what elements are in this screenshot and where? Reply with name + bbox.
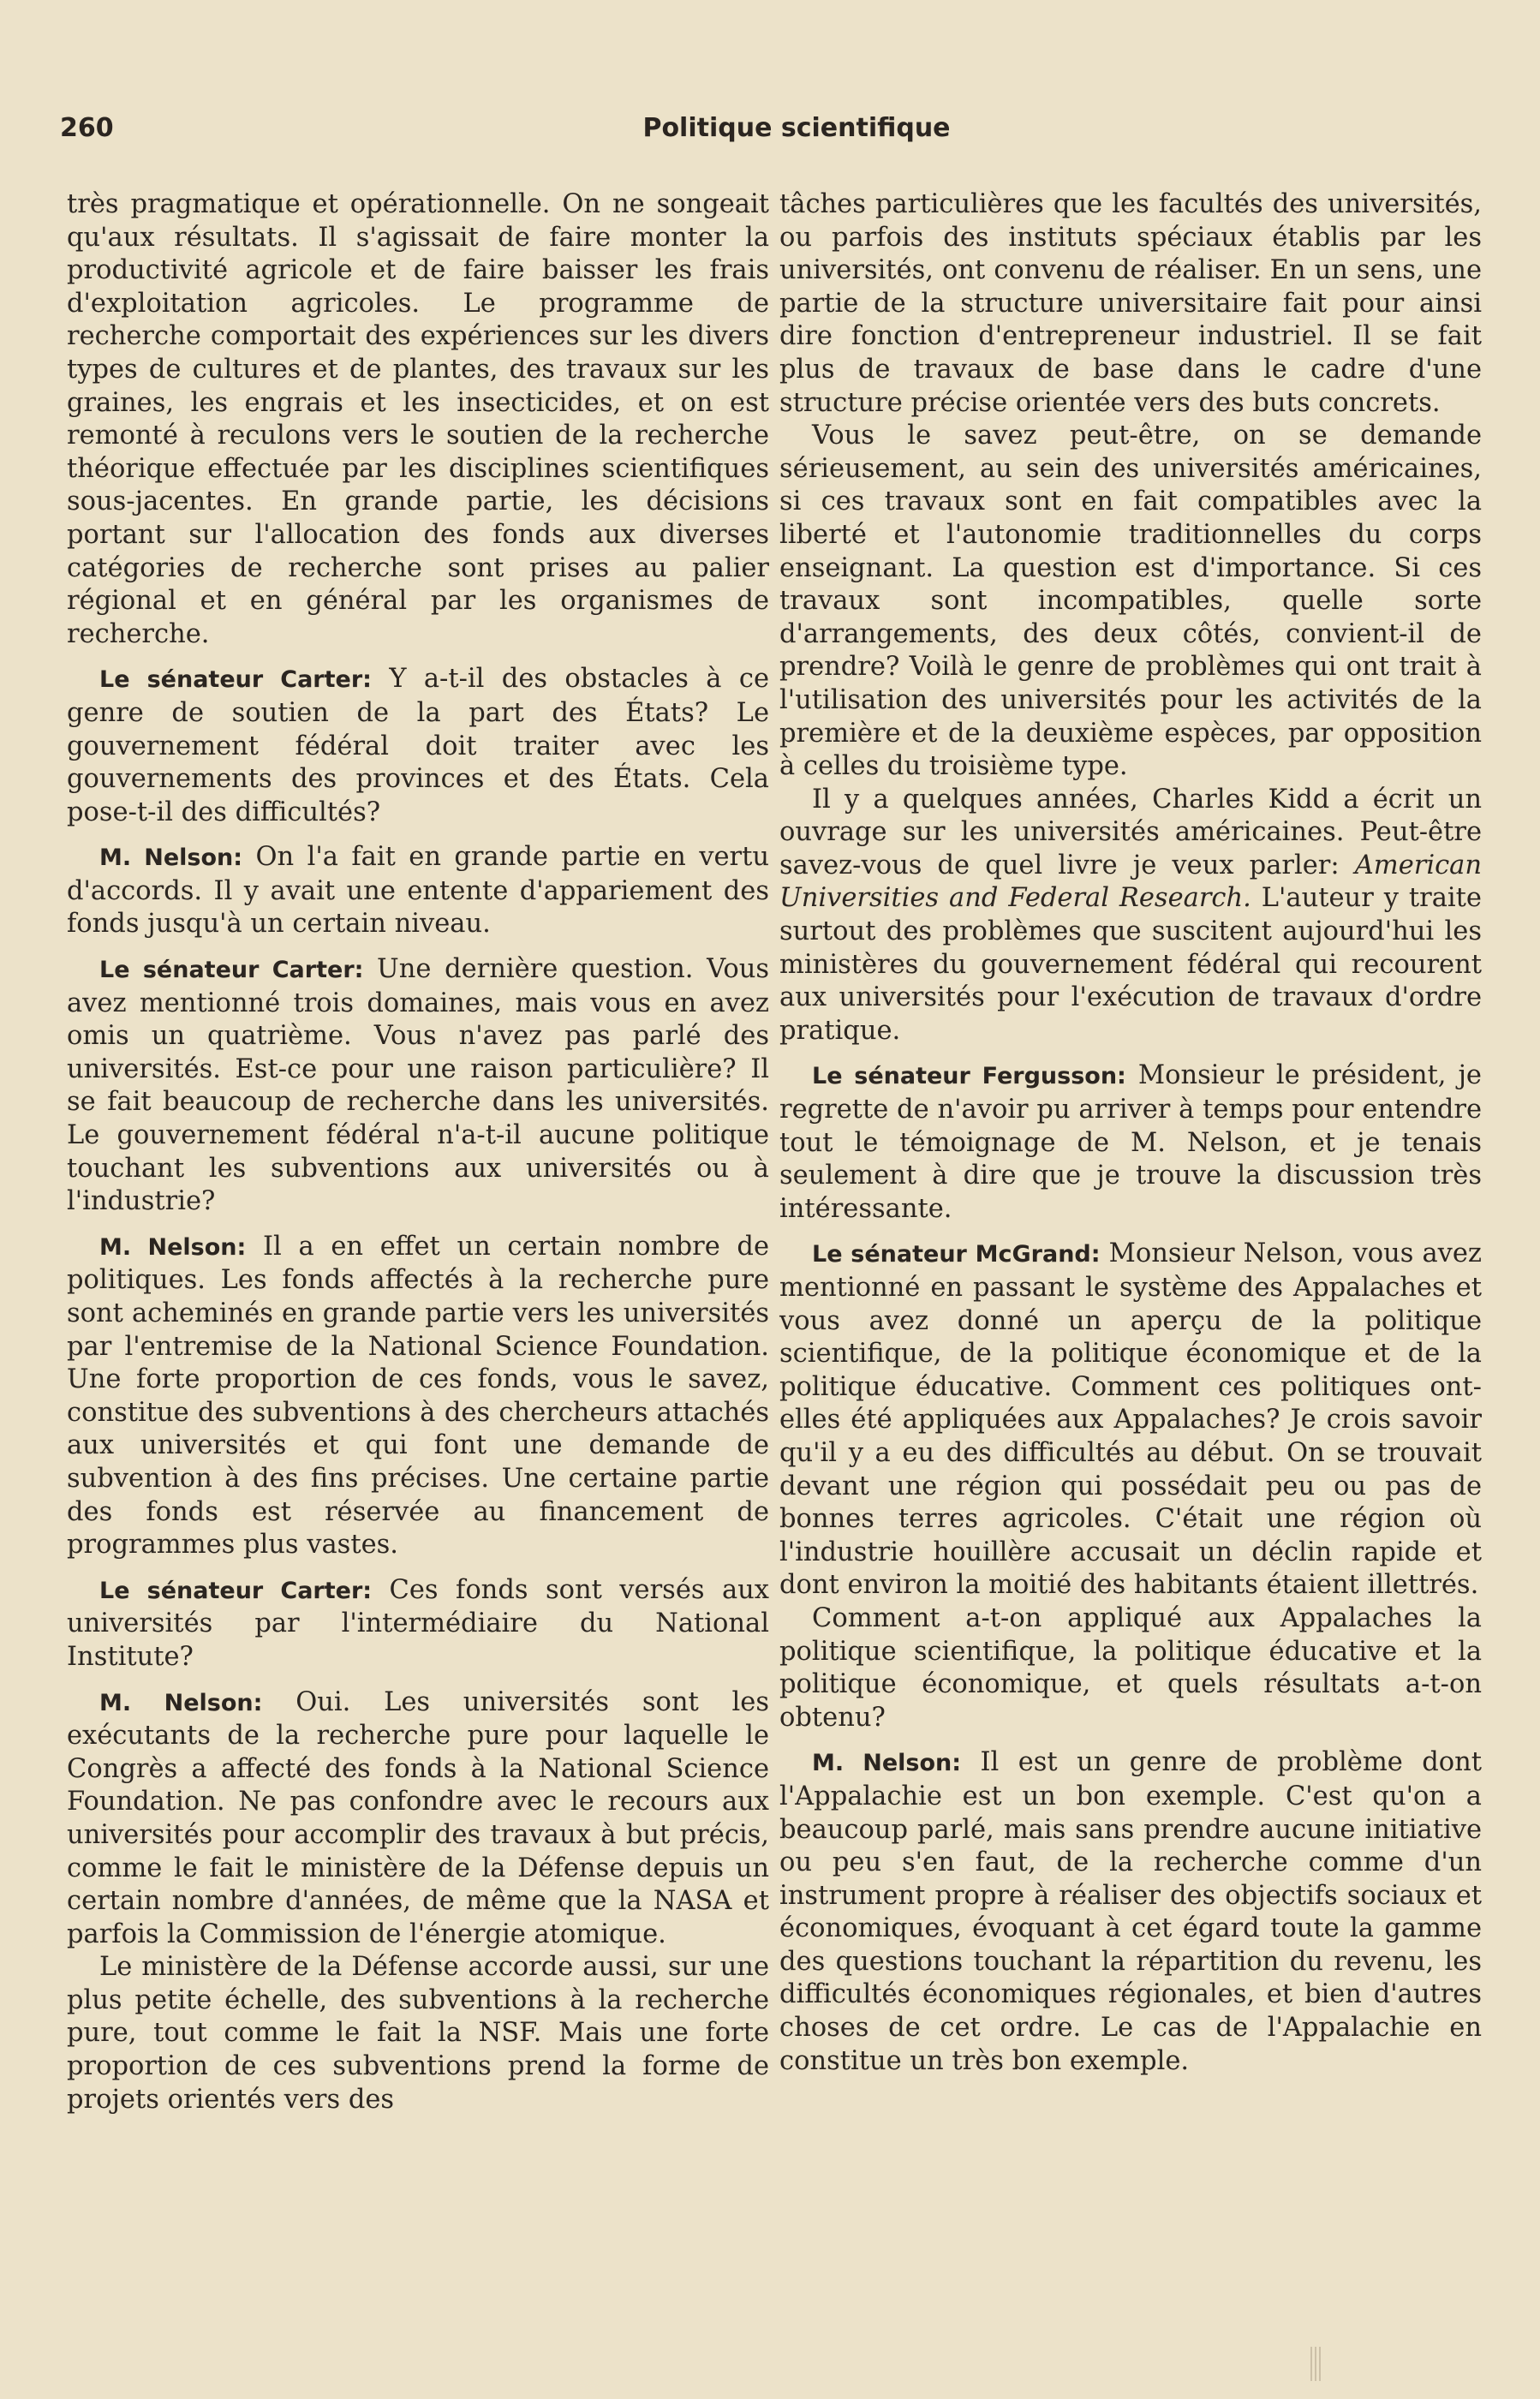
speech-paragraph [67, 1686, 769, 1952]
paragraph: Comment a-t-on appliqué aux Appalaches la politique scientifique, la politique éducative et la politique économique, et quels résultats a-t-on obtenu? [779, 1602, 1482, 1733]
speech-text: Il a en effet un certain nombre de politiques. Les fonds affectés à la recherche pure sont acheminés en grande partie vers les universités par l'entremise de la National Science Foundation. Une forte proportion de ces fonds, vous le savez, constitue des subventions à des chercheurs attachés aux universités et qui font une demande de subvention à des fins précises. Une certaine partie des fonds est réservée au financement de programmes plus vastes. [67, 1231, 770, 1561]
paragraph-text: Il y a quelques années, Charles Kidd a écrit un ouvrage sur les universités américaines. Peut-être savez-vous de quel livre je veux parler: [779, 784, 1482, 880]
paragraph: Le ministère de la Défense accorde aussi, sur une plus petite échelle, des subventions à la recherche pure, tout comme le fait la NSF. Mais une forte proportion de ces subventions prend la forme de projets orientés vers des [67, 1952, 769, 2115]
speaker-label: M. Nelson: [99, 844, 243, 872]
page-header [60, 113, 1533, 156]
page-number: 260 [60, 113, 114, 143]
speech-paragraph [67, 953, 769, 1219]
book-title: American Universities and Federal Research. [779, 850, 1482, 914]
speaker-label: Le sénateur Carter: [99, 1577, 373, 1604]
speaker-label: Le sénateur Carter: [99, 957, 364, 984]
speech-paragraph [67, 1231, 769, 1562]
speech-text: Il est un genre de problème dont l'Appalachie est un bon exemple. C'est qu'on a beaucoup parlé, mais sans prendre aucune initiative ou peu s'en faut, de la recherche comme d'un instrument propre à réaliser des objectifs sociaux et économiques, évoquant à cet égard toute la gamme des questions touchant la répartition du revenu, les difficultés économiques régionales, et bien d'autres choses de cet ordre. Le cas de l'Appalachie en constitue un très bon exemple. [779, 1747, 1483, 2076]
speech-text: Y a-t-il des obstacles à ce genre de soutien de la part des États? Le gouvernement fédéral doit traiter avec les gouvernements des provinces et des États. Cela pose-t-il des difficultés? [67, 664, 769, 827]
speech-paragraph [779, 1238, 1482, 1602]
speech-text: Ces fonds sont versés aux universités par l'intermédiaire du National Institute? [67, 1574, 769, 1672]
speech-paragraph [67, 663, 769, 829]
speech-text: Oui. Les universités sont les exécutants de la recherche pure pour laquelle le Congrès a affecté des fonds à la National Science Foundation. Ne pas confondre avec le recours aux universités pour accomplir des travaux à but précis, comme le fait le ministère de la Défense depuis un certain nombre d'années, de même que la NASA et parfois la Commission de l'énergie atomique. [67, 1686, 770, 1949]
left-column [67, 188, 769, 2116]
speech-paragraph [67, 841, 769, 941]
speech-text: On l'a fait en grande partie en vertu d'accords. Il y avait une entente d'appariement des fonds jusqu'à un certain niveau. [67, 842, 770, 940]
right-column [779, 188, 1482, 2078]
paper-mark [1310, 2347, 1322, 2381]
speaker-label: M. Nelson: [99, 1689, 263, 1716]
speaker-label: Le sénateur Fergusson: [812, 1063, 1126, 1090]
paragraph [779, 784, 1482, 1048]
speech-text: Monsieur le président, je regrette de n'avoir pu arriver à temps pour entendre tout le témoignage de M. Nelson, et je tenais seulement à dire que je trouve la discussion très intéressante. [779, 1060, 1482, 1224]
speech-text: Une dernière question. Vous avez mentionné trois domaines, mais vous en avez omis un quatrième. Vous n'avez pas parlé des universités. Est-ce pour une raison particulière? Il se fait beaucoup de recherche dans les universités. Le gouvernement fédéral n'a-t-il aucune politique touchant les subventions aux universités ou à l'industrie? [67, 954, 770, 1217]
speaker-label: M. Nelson: [99, 1233, 247, 1261]
speaker-label: Le sénateur Carter: [99, 666, 372, 694]
paragraph: Vous le savez peut-être, on se demande sérieusement, au sein des universités américaines, si ces travaux sont en fait compatibles avec la liberté et l'autonomie traditionnelles du corps enseignant. La question est d'importance. Si ces travaux sont incompatibles, quelle sorte d'arrangements, des deux côtés, convient-il de prendre? Voilà le genre de problèmes qui ont trait à l'utilisation des universités pour les activités de la première et de la deuxième espèces, par opposition à celles du troisième type. [779, 421, 1482, 782]
speaker-label: M. Nelson: [812, 1750, 962, 1777]
paragraph-text: L'auteur y traite surtout des problèmes que suscitent aujourd'hui les ministères du gouvernement fédéral qui recourent aux universités pour l'exécution de travaux d'ordre pratique. [779, 883, 1482, 1046]
speech-text: Monsieur Nelson, vous avez mentionné en passant le système des Appalaches et vous avez donné un aperçu de la politique scientifique, de la politique économique et de la politique éducative. Comment ces politiques ont-elles été appliquées aux Appalaches? Je crois savoir qu'il y a eu des difficultés au début. On se trouvait devant une région qui possédait peu ou pas de bonnes terres agricoles. C'était une région où l'industrie houillère accusait un déclin rapide et dont environ la moitié des habitants étaient illettrés. [779, 1238, 1483, 1601]
running-title: Politique scientifique [642, 113, 951, 143]
paragraph: tâches particulières que les facultés des universités, ou parfois des instituts spéciaux établis par les universités, ont convenu de réaliser. En un sens, une partie de la structure universitaire fait pour ainsi dire fonction d'entrepreneur industriel. Il se fait plus de travaux de base dans le cadre d'une structure précise orientée vers des buts concrets. [779, 189, 1482, 418]
speech-paragraph [779, 1059, 1482, 1226]
speaker-label: Le sénateur McGrand: [812, 1241, 1101, 1268]
speech-paragraph [67, 1574, 769, 1674]
speech-paragraph [779, 1746, 1482, 2078]
paragraph: très pragmatique et opérationnelle. On ne songeait qu'aux résultats. Il s'agissait de faire monter la productivité agricole et de faire baisser les frais d'exploitation agricoles. Le programme de recherche comportait des expériences sur les divers types de cultures et de plantes, des travaux sur les graines, les engrais et les insecticides, et on est remonté à reculons vers le soutien de la recherche théorique effectuée par les disciplines scientifiques sous-jacentes. En grande partie, les décisions portant sur l'allocation des fonds aux diverses catégories de recherche sont prises au palier régional et en général par les organismes de recherche. [67, 189, 769, 649]
